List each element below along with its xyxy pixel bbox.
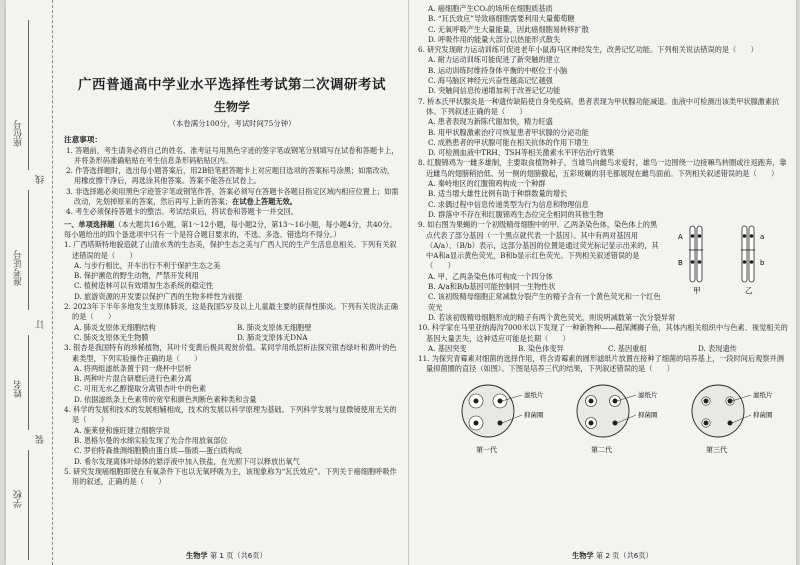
page-2-footer <box>572 551 653 561</box>
question-option: B. 肺炎支原体无细胞壁 <box>237 322 312 332</box>
question-stem: 4. 科学的发展和技术的发展相辅相成，技术的发展以科学原理为基础。下列科学发展与显微镜使用无关的是（ ） <box>64 405 397 425</box>
gene-label-a: a <box>760 233 765 242</box>
chromosome-label-yi: 乙 <box>745 286 753 296</box>
name-label: 姓名 <box>14 380 24 398</box>
filter-paper-label: 滤纸片 <box>753 390 773 399</box>
question-option: C. 海马脑区神经元兴奋性越高记忆越强 <box>428 76 553 86</box>
dish-gen2 <box>577 385 636 437</box>
note-item <box>64 187 400 208</box>
page-1-column <box>64 4 400 560</box>
gene-label-B: B <box>678 259 683 268</box>
question-option: B. 用甲状腺激素治疗可恢复患者甲状腺的分泌功能 <box>428 127 589 137</box>
question-option: D. 可检测血液中TRH、TSH等相关激素水平评估治疗效果 <box>428 148 615 158</box>
question-option: C. 基因重组 <box>608 343 647 353</box>
gene-label-A: A <box>678 233 683 242</box>
question-option: D. 旅游资源的开发要以保护广西的生物多样性为前提 <box>74 291 243 301</box>
question-stem: 7. 桥本氏甲状腺炎是一种遗传缺陷使自身免疫病，患者表现为甲状腺功能减退。血液中可检测出该类甲状腺激素抗体。下列叙述正确的是（ ） <box>418 96 780 116</box>
filter-paper-label: 滤纸片 <box>638 390 658 399</box>
exam-title: 广西普通高中学业水平选择性考试第二次调研考试 <box>78 77 386 93</box>
question-stem: 10. 科学家在马里亚纳海沟7000米以下发现了一种新物种——超深渊狮子鱼，其体内相关组织中与色素、视觉相关的基因大量丢失，这种适应可能是长期（ ） <box>418 323 788 343</box>
dish-gen3 <box>692 385 751 437</box>
exam-subject: 生物学 <box>213 100 250 114</box>
question-option: A. 甲、乙两条染色体可构成一个四分体 <box>428 271 553 281</box>
cut-mark-line: 线 <box>36 175 46 184</box>
question-option: C. 成熟患者的甲状腺可能在相关抗体的作用下增生 <box>428 137 589 147</box>
notes-heading: 注意事项： <box>64 135 102 145</box>
question-option: D. 肺炎支原体无DNA <box>237 332 308 342</box>
note-item: 1. 答题前，考生请务必将自己的姓名、准考证号用黑色字迹的签字笔或钢笔分别填写在试卷和答题卡上，并将条形码准确粘贴在考生信息条形码粘贴区内。 <box>66 145 399 165</box>
petri-dish-diagram <box>418 379 788 459</box>
petri-dish-figure <box>418 379 788 459</box>
question-stem: 8. 红腹锦鸡为一雌多雄制，主要取食植物种子，当雄鸟向雌鸟求爱时，雄鸟一边围绕一边接嘛鸟转圈或往返跑奔，靠近雌鸟的翅膀稍抬低、另一侧的翅膀撒起，五彩斑斓的羽毛都展现在雌鸟面前。下列相关叙述错误的是（ ） <box>418 158 787 178</box>
chromosome-jia <box>689 226 703 282</box>
note-item: 4. 考生必须保持答题卡的整洁。考试结束后，将试卷和答题卡一并交回。 <box>66 207 298 217</box>
question-option: B. 两种叶片混合研磨后进行色素分离 <box>74 374 192 384</box>
question-option: A. 与步行相比，开车出行不利于保护生态之美 <box>74 260 221 270</box>
note-item: 2. 作答选择题时，选出每小题答案后，用2B铅笔把答题卡上对应题目选项的答案标号涂黑；如需改动，用橡皮擦干净后，再选涂其他答案。答案不能答在试卷上。 <box>66 166 395 186</box>
cut-line <box>28 335 29 430</box>
question-option: C. 求偶过程中信息传递类型为行为信息和物理信息 <box>428 199 589 209</box>
question-option: A. 基因突变 <box>428 343 467 353</box>
binding-margin <box>6 0 53 565</box>
question-option: C. 肺炎支原体无生物膜 <box>74 332 149 342</box>
question-option: A. 将两组滤纸条置于同一烧杯中层析 <box>74 363 192 373</box>
inhibition-zone-label: 抑菌圈 <box>638 410 658 419</box>
cut-line <box>28 190 29 310</box>
footer-page: 第 2 页（共6页） <box>595 551 653 560</box>
question-option: C. 可用无水乙醇提取分离银杏叶中的色素 <box>74 384 207 394</box>
question-option: B. 运动训练时维持身体平衡的中枢位于小脑 <box>428 65 568 75</box>
inhibition-zone-label: 抑菌圈 <box>524 410 544 419</box>
page-divider <box>408 0 409 565</box>
cut-mark-staple: 订 <box>36 320 46 329</box>
option-row <box>64 323 400 333</box>
admission-number-label: 准考证号 <box>14 250 24 286</box>
footer-subject: 生物学 <box>186 551 208 560</box>
dish-gen1 <box>462 385 522 437</box>
footer-subject: 生物学 <box>572 551 594 560</box>
cut-line <box>28 20 29 170</box>
school-label: 学校 <box>14 490 24 508</box>
question-option: B. 适当增大雄性比例有助于种群数量的增长 <box>428 189 568 199</box>
seat-number-label: 座位号 <box>14 120 24 147</box>
cut-line <box>28 450 29 560</box>
gene-label-b: b <box>760 259 765 268</box>
page-1-footer <box>186 551 267 561</box>
filter-paper-label: 滤纸片 <box>524 390 544 399</box>
question-option: D. 群落中不存在和红腹锦鸡生态位完全相同的其他生物 <box>428 209 604 219</box>
question-option: C. 植树造林可以有效增加生态系统的稳定性 <box>74 281 214 291</box>
cut-mark-bind: 装 <box>36 435 46 444</box>
question-option: C. 罗伯特森推测细胞膜由蛋白质—脂质—蛋白质构成 <box>74 446 242 456</box>
exam-sheet <box>6 0 796 565</box>
question-option: C. 无氧呼吸产生大量能量，因此癌细胞易转移扩散 <box>428 24 589 34</box>
page-2-column <box>418 4 788 560</box>
option-row <box>64 333 400 343</box>
question-stem: 9. 如右图为果蝇的一个初级精母细胞中的甲、乙两条染色体，染色体上的黑点代表了部分基因（一个黑点就代表一个基因）。其中有两对基因用（A/a）、（B/b）表示，这部分基因的位置是通过荧光标记显示出来的，其中A和a显示黄色荧光，B和b显示红色荧光。下列相关叙述错误的是（ ） <box>418 220 659 271</box>
generation-3-label: 第三代 <box>706 445 727 454</box>
question-option: B. A/a和B/b基因可能控制同一生物性状 <box>428 282 556 292</box>
section-1-heading: 一、单项选择题 <box>64 219 115 229</box>
chromosome-label-jia: 甲 <box>693 286 701 296</box>
question-stem: 11. 为探究青霉素对细菌的选择作用，将含青霉素的圆形滤纸片放置在接种了细菌的培养基上，一段时间后观察并测量抑菌圈的直径（如图）。下图是培养三代的结果，下列叙述错误的是（ ） <box>418 354 784 374</box>
question-stem: 3. 银杏是我国特有的珍稀植物，其叶片变黄后极具观赏价值。某同学用纸层析法探究银杏绿叶和黄叶的色素类型，下列实验操作正确的是（ ） <box>64 343 397 363</box>
question-option: D. 突触间信息传递增加利于改善记忆功能 <box>428 86 561 96</box>
note-emphasis: 在试卷上答题无效。 <box>232 197 297 207</box>
question-option: D. 表现遗传 <box>698 343 737 353</box>
question-option: B. 保护濒危的野生动物，严禁开发利用 <box>74 271 199 281</box>
chromosome-diagram <box>670 222 788 296</box>
question-option: B. 染色体变异 <box>518 343 564 353</box>
question-option: C. 该初级精母细胞正常减数分裂产生的精子含有一个黄色荧光和一个红色荧光 <box>428 292 661 312</box>
question-option: A. 秦岭地区的红腹锦鸡构成一个种群 <box>428 179 546 189</box>
question-stem: 6. 研究发现耐力运动训练可促进老年小鼠海马区神经发生，改善记忆功能。下列相关说法错误的是（ ） <box>418 45 758 55</box>
generation-2-label: 第二代 <box>591 445 612 454</box>
question-option: D. 呼吸作用的能量大部分以热能形式散失 <box>428 34 561 44</box>
footer-page: 第 1 页（共6页） <box>209 551 267 560</box>
question-option: B. “瓦氏效应”导致癌细胞需要利用大量葡萄糖 <box>428 14 575 24</box>
exam-subtitle: （本卷满分100分，考试时间75分钟） <box>168 119 296 128</box>
question-option: D. 依据滤纸条上色素带的宽窄和颜色判断色素种类和含量 <box>74 394 257 404</box>
question-option: A. 患者表现为新陈代谢加快，精力旺盛 <box>428 117 553 127</box>
chromosome-figure <box>670 222 788 296</box>
question-stem: 2. 2023年下半年多地发生支原体肺炎，这是我国5岁及以上儿童最主要的获得性肺炎。下列有关说法正确的是（ ） <box>64 302 398 322</box>
note-item-text: 3. 非选择题必须用黑色字迹签字笔或钢笔作答，答案必须写在答题卡各题目指定区域内相应位置上；如需改动，先划掉原来的答案，然后再写上新的答案； <box>66 186 399 207</box>
question-option: A. 耐力运动训练可能促进了新突触的建立 <box>428 55 560 65</box>
question-option: B. 恩格尔曼的水绵实验发现了光合作用放氧部位 <box>74 435 228 445</box>
question-stem: 1. 广西塔斯特地貌造就了山清水秀的生态美，保护生态之美与广西人民的生产生活息息相关。下列有关叙述错误的是（ ） <box>64 240 397 260</box>
section-1-desc: （本大题共16小题，第1～12小题，每小题2分，第13～16小题，每小题4分，共40分。每小题给出的四个备选项中只有一个是符合题目要求的，不选、多选、错选均不得分。） <box>64 219 397 239</box>
question-option: A. 癌细胞产生CO₂的场所在细胞质基质 <box>428 4 553 13</box>
chromosome-yi <box>741 226 755 282</box>
inhibition-zone-label: 抑菌圈 <box>753 410 773 419</box>
generation-1-label: 第一代 <box>476 445 497 454</box>
option-row <box>418 344 788 354</box>
question-option: D. 希尔发现离体叶绿体的悬浮液中加入铁盐，在光照下可以释放出氧气 <box>74 456 300 466</box>
question-option: D. 若该初级精母细胞形成的精子有两个黄色荧光，则说明减数第一次分裂异常 <box>428 312 676 322</box>
question-option: A. 肺炎支原体无细胞结构 <box>74 322 156 332</box>
question-stem: 5. 研究发现癌细胞即使在有氧条件下也以无氧呼吸为主，该现象称为“瓦氏效应”。下列关于癌细胞呼吸作用的叙述，正确的是（ ） <box>64 466 397 487</box>
section-1-header <box>64 220 400 241</box>
question-option: A. 施莱登和施旺建立细胞学说 <box>74 425 171 435</box>
